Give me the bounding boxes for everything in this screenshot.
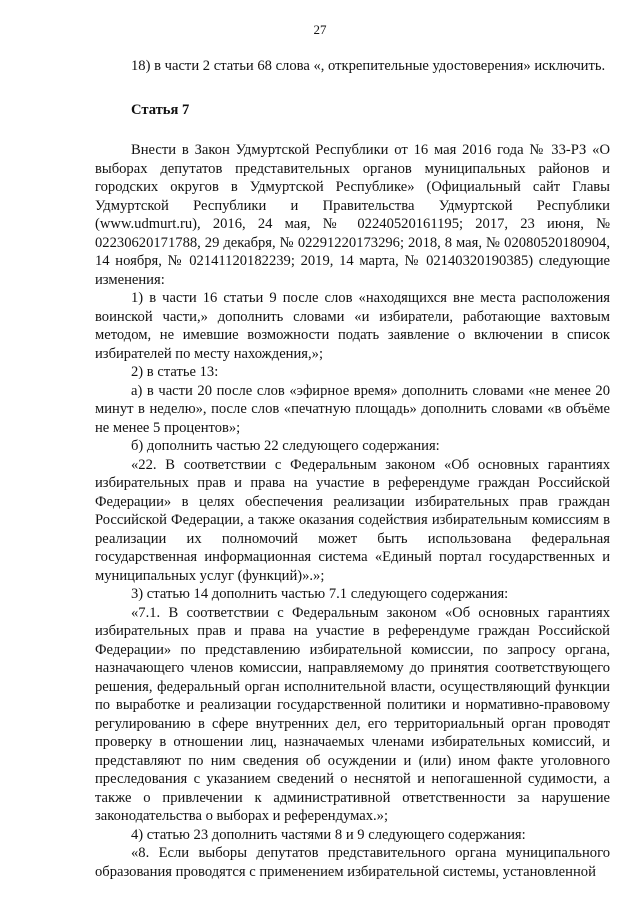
paragraph-item-2a: а) в части 20 после слов «эфирное время» дополнить словами «не менее 20 минут в неделю», после слов «печатную площадь» дополнить словами «в объёме не менее 5 процентов»;	[95, 382, 610, 436]
paragraph-part-22: «22. В соответствии с Федеральным законом «Об основных гарантиях избирательных прав и права на участие в референдуме граждан Российской Федерации» в целях обеспечения реализации избирательных прав граждан Российской Федерации, а также оказания содействия избирательным комиссиям в реализации их полномочий может быть использована федеральная государственная информационная система «Единый портал государственных и муниципальных услуг (функций)».»;	[95, 456, 610, 584]
document-body	[95, 57, 610, 881]
paragraph-item-2: 2) в статье 13:	[131, 364, 219, 380]
paragraph-part-8: «8. Если выборы депутатов представительного органа муниципального образования проводятся с применением избирательной системы, установленной	[95, 845, 610, 880]
paragraph-item-18: 18) в части 2 статьи 68 слова «, открепительные удостоверения» исключить.	[131, 58, 606, 74]
article-heading: Статья 7	[131, 101, 190, 118]
paragraph-intro: Внести в Закон Удмуртской Республики от 16 мая 2016 года № 33-РЗ «О выборах депутатов представительных органов муниципальных районов и городских округов в Удмуртской Республике» (Официальный сайт Главы Удмуртской Республики и Правительства Удмуртской Республики (www.udmurt.ru), 2016, 24 мая, № 02240520161195; 2017, 23 июня, № 02230620171788, 29 декабря, № 02291220173296; 2018, 8 мая, № 02080520180904, 14 ноября, № 02141120182239; 2019, 14 марта, № 02140320190385) следующие изменения:	[95, 142, 610, 288]
paragraph-item-3: 3) статью 14 дополнить частью 7.1 следующего содержания:	[131, 586, 509, 602]
paragraph-item-1: 1) в части 16 статьи 9 после слов «находящихся вне места расположения воинской части,» дополнить словами «и избиратели, работающие вахтовым методом, не имевшие возможности подать заявление о включении в список избирателей по месту нахождения,»;	[95, 290, 610, 362]
paragraph-item-2b: б) дополнить частью 22 следующего содержания:	[131, 438, 440, 454]
paragraph-part-7-1: «7.1. В соответствии с Федеральным законом «Об основных гарантиях избирательных прав и права на участие в референдуме граждан Российской Федерации» по представлению избирательной комиссии, по запросу органа, назначающего членов комиссии, направляемому до принятия соответствующего решения, федеральный орган исполнительной власти, осуществляющий функции по выработке и реализации государственной политики и нормативно-правовому регулированию в сфере внутренних дел, его территориальный орган проводят проверку в отношении лиц, назначаемых членами избирательных комиссий, и представляют по ним сведения об осуждении и (или) ином факте уголовного преследования с указанием сведений о неснятой и непогашенной судимости, а также о привлечении к административной ответственности за нарушение законодательства о выборах и референдумах.»;	[95, 604, 610, 824]
paragraph-item-4: 4) статью 23 дополнить частями 8 и 9 следующего содержания:	[131, 826, 526, 843]
page-number: 27	[313, 22, 327, 37]
